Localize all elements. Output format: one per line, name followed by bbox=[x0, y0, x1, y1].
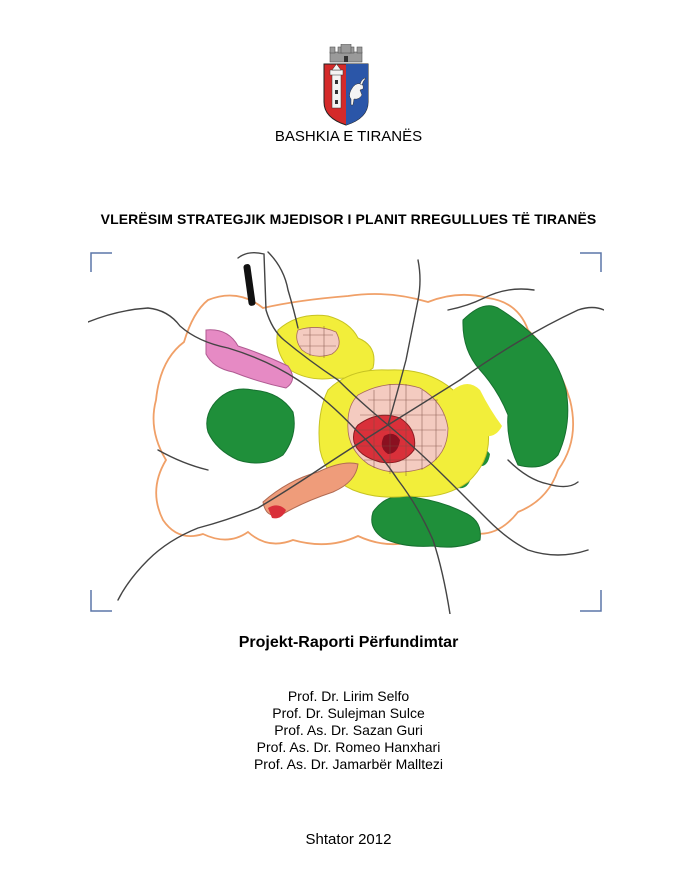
report-subtitle: Projekt-Raporti Përfundimtar bbox=[238, 634, 459, 651]
author-name: Prof. Dr. Lirim Selfo bbox=[287, 688, 410, 704]
organization-name: BASHKIA E TIRANËS bbox=[274, 128, 423, 145]
city-zoning-map bbox=[88, 250, 604, 614]
road bbox=[268, 252, 298, 328]
author-name: Prof. As. Dr. Sazan Guri bbox=[274, 722, 423, 738]
document-date: Shtator 2012 bbox=[305, 831, 392, 848]
author-name: Prof. As. Dr. Jamarbër Malltezi bbox=[253, 756, 444, 772]
tirana-coat-of-arms-icon bbox=[320, 44, 372, 126]
authors-list bbox=[0, 688, 697, 773]
green-zone-south bbox=[372, 496, 481, 547]
green-zone-west bbox=[207, 389, 294, 463]
author-name: Prof. Dr. Sulejman Sulce bbox=[272, 705, 425, 721]
airfield-strip bbox=[243, 264, 256, 307]
author-name: Prof. As. Dr. Romeo Hanxhari bbox=[256, 739, 441, 755]
document-title: VLERËSIM STRATEGJIK MJEDISOR I PLANIT RREGULLUES TË TIRANËS bbox=[100, 211, 597, 227]
